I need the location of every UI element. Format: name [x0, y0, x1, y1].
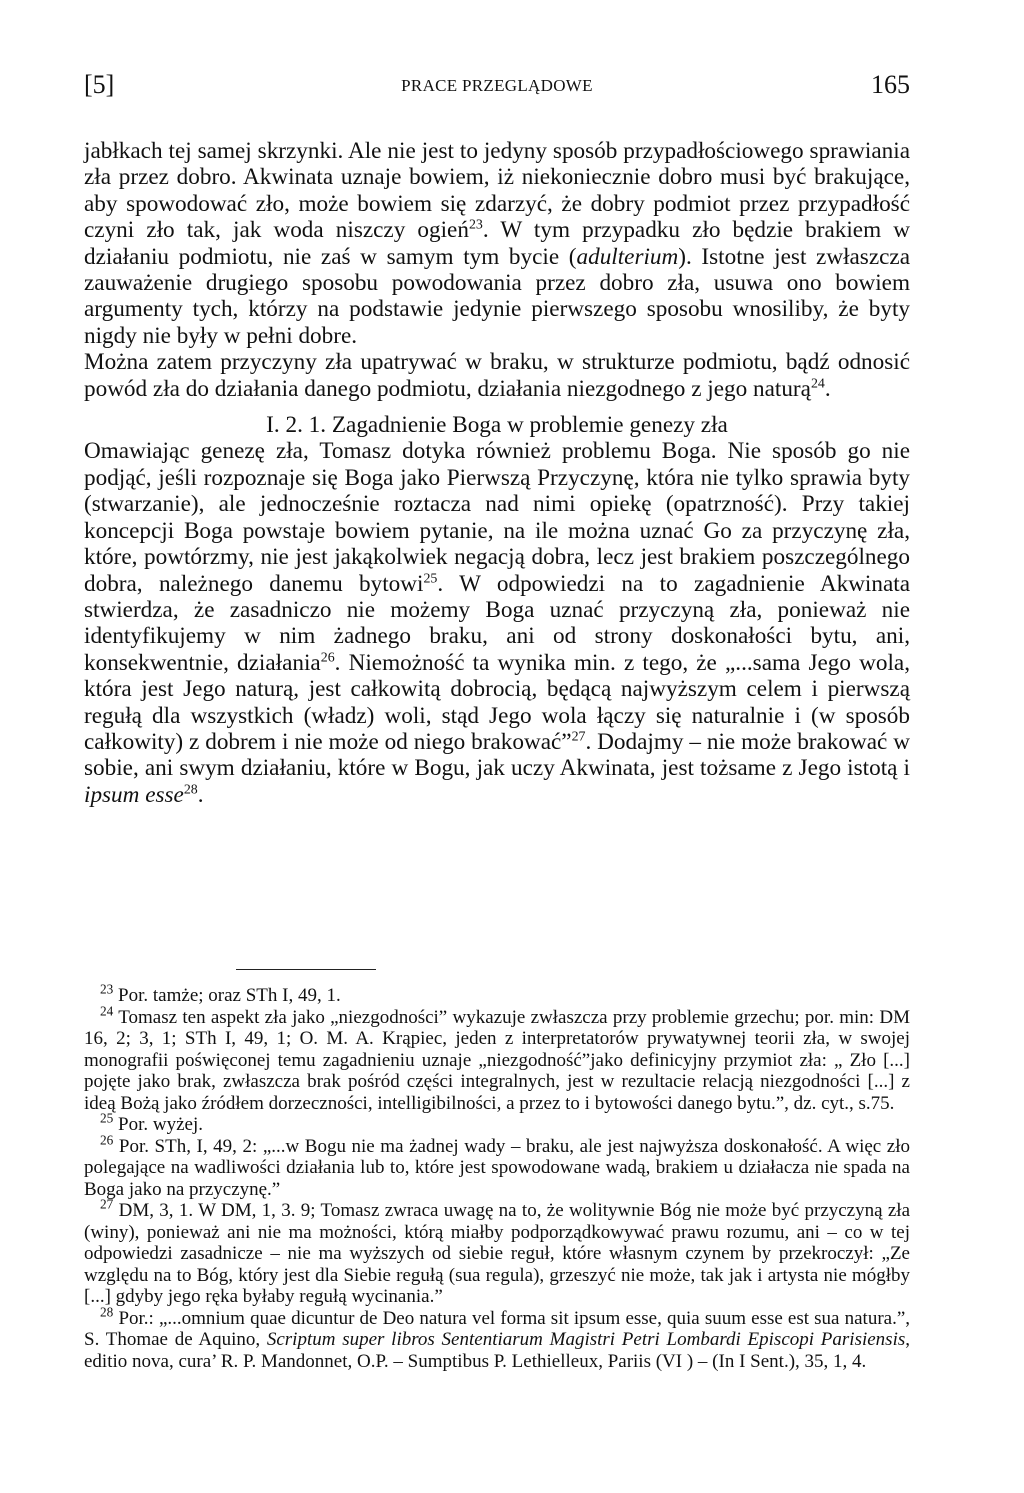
footnote: $^{23}$ Por. tamże; oraz STh I, 49, 1. — [100, 981, 341, 1006]
footnote-separator — [236, 969, 376, 970]
section-marker: [5] — [84, 70, 115, 99]
footnotes — [84, 981, 911, 1372]
footnote: $^{24}$ Tomasz ten aspekt zła jako „niezgodności” wykazuje zwłaszcza przy problemie grzechu; por. min: DM 16, 2; 3, 1; STh I, 49, 1; O. M. A. Krąpiec, jeden z interpretatorów prywatywnej teorii zła, w swojej monografii poświęconej temu zagadnieniu uznaje „niezgodność”jako definicyjny przymiot zła: „ Zło [...] pojęte jako brak, zwłaszcza brak pośród części integralnych, jest w rezultacie relacją niezgodności [...] z ideą Bożą jako źródłem dorzeczności, intelligibilności, a przez to i bytowości danego bytu.”, dz. cyt., s.75. — [84, 1003, 910, 1114]
page-number: 165 — [871, 70, 910, 99]
footnote-ref-24[interactable]: 24 — [810, 375, 825, 391]
footnote-ref-23[interactable]: 23 — [468, 217, 483, 233]
footnote-ref-26[interactable]: 26 — [320, 649, 335, 665]
paragraph-1: jabłkach tej samej skrzynki. Ale nie jest to jedyny sposób przypadłościowego sprawiania zła przez dobro. Akwinata uznaje bowiem, iż niekoniecznie dobro musi być brakujące, aby spowodować zło, może bowiem się zdarzyć, że dobry podmiot przez przypadłość czyni zło tak, jak woda niszczy ogień$^{23}$. W tym przypadku zło będzie brakiem w działaniu podmiotu, nie zaś w samym tym bycie (adulterium). Istotne jest zwłaszcza zauważenie drugiego sposobu powodowania przez dobro zła, usuwa ono bowiem argumenty tych, którzy na podstawie jedynie pierwszego sposobu wnosiliby, że byty nigdy nie były w pełni dobre. — [84, 138, 910, 349]
footnote-ref-27[interactable]: 27 — [571, 729, 586, 745]
running-header — [84, 70, 910, 104]
paragraph-3: Omawiając genezę zła, Tomasz dotyka również problemu Boga. Nie sposób go nie podjąć, jeśli rozpoznaje się Boga jako Pierwszą Przyczynę, która nie tylko sprawia byty (stwarzanie), ale jednocześnie roztacza nad nimi opiekę (opatrzność). Przy takiej koncepcji Boga powstaje bowiem pytanie, na ile można uznać Go za przyczynę zła, które, powtórzmy, nie jest jakąkolwiek negacją dobra, lecz jest brakiem poszczególnego dobra, należnego danemu bytowi$^{25}$. W odpowiedzi na to zagadnienie Akwinata stwierdza, że zasadniczo nie możemy Boga uznać przyczyną zła, ponieważ nie identyfikujemy w nim żadnego braku, ani od strony doskonałości bytu, ani, konsekwentnie, działania$^{26}$. Niemożność ta wynika min. z tego, że „...sama Jego wola, która jest Jego naturą, jest całkowitą dobrocią, będącą najwyższym celem i pierwszą regułą dla wszystkich (władz) woli, stąd Jego wola łączy się naturalnie i (w sposób całkowity) z dobrem i nie może od niego brakować”$^{27}$. Dodajmy – nie może brakować w sobie, ani swym działaniu, które w Bogu, jak uczy Akwinata, jest tożsame z Jego istotą i ipsum esse$^{28}$. — [84, 438, 911, 808]
running-title: PRACE PRZEGLĄDOWE — [401, 76, 593, 95]
paragraph-2: Można zatem przyczyny zła upatrywać w braku, w strukturze podmiotu, bądź odnosić powód zła do działania danego podmiotu, działania niezgodnego z jego naturą$^{24}$. — [84, 349, 910, 402]
footnote-ref-28[interactable]: 28 — [183, 782, 198, 798]
footnote: $^{25}$ Por. wyżej. — [100, 1110, 204, 1135]
section-heading: I. 2. 1. Zagadnienie Boga w problemie genezy zła — [266, 412, 728, 439]
footnote-ref-25[interactable]: 25 — [423, 570, 438, 586]
footnote: $^{26}$ Por. STh, I, 49, 2: „...w Bogu nie ma żadnej wady – braku, ale jest najwyższa doskonałość. A więc zło polegające na wadliwości działania lub to, które jest spowodowane wadą, brakiem u działacza nie spada na Boga jako na przyczynę.” — [84, 1132, 911, 1200]
footnote: $^{28}$ Por.: „...omnium quae dicuntur de Deo natura vel forma sit ipsum esse, quia suum esse est sua natura.”, S. Thomae de Aquino, Scriptum super libros Sententiarum Magistri Petri Lombardi Episcopi Parisiensis, editio nova, cura’ R. P. Mandonnet, O.P. – Sumptibus P. Lethielleux, Pariis (VI ) – (In I Sent.), 35, 1, 4. — [84, 1304, 911, 1372]
main-text — [84, 138, 910, 808]
footnote: $^{27}$ DM, 3, 1. W DM, 1, 3. 9; Tomasz zwraca uwagę na to, że wolitywnie Bóg nie może być przyczyną zła (winy), ponieważ ani nie ma możności, którą miałby podporządkowywać prawu rozumu, ani – co w tej odpowiedzi zasadnicze – nie ma wyższych od siebie reguł, które własnym czynem by przekroczył: „Ze względu na to Bóg, który jest dla Siebie regułą (sua regula), grzeszyć nie może, tak jak i artysta nie mógłby [...] gdyby jego ręka byłaby regułą wycinania.” — [84, 1196, 911, 1307]
